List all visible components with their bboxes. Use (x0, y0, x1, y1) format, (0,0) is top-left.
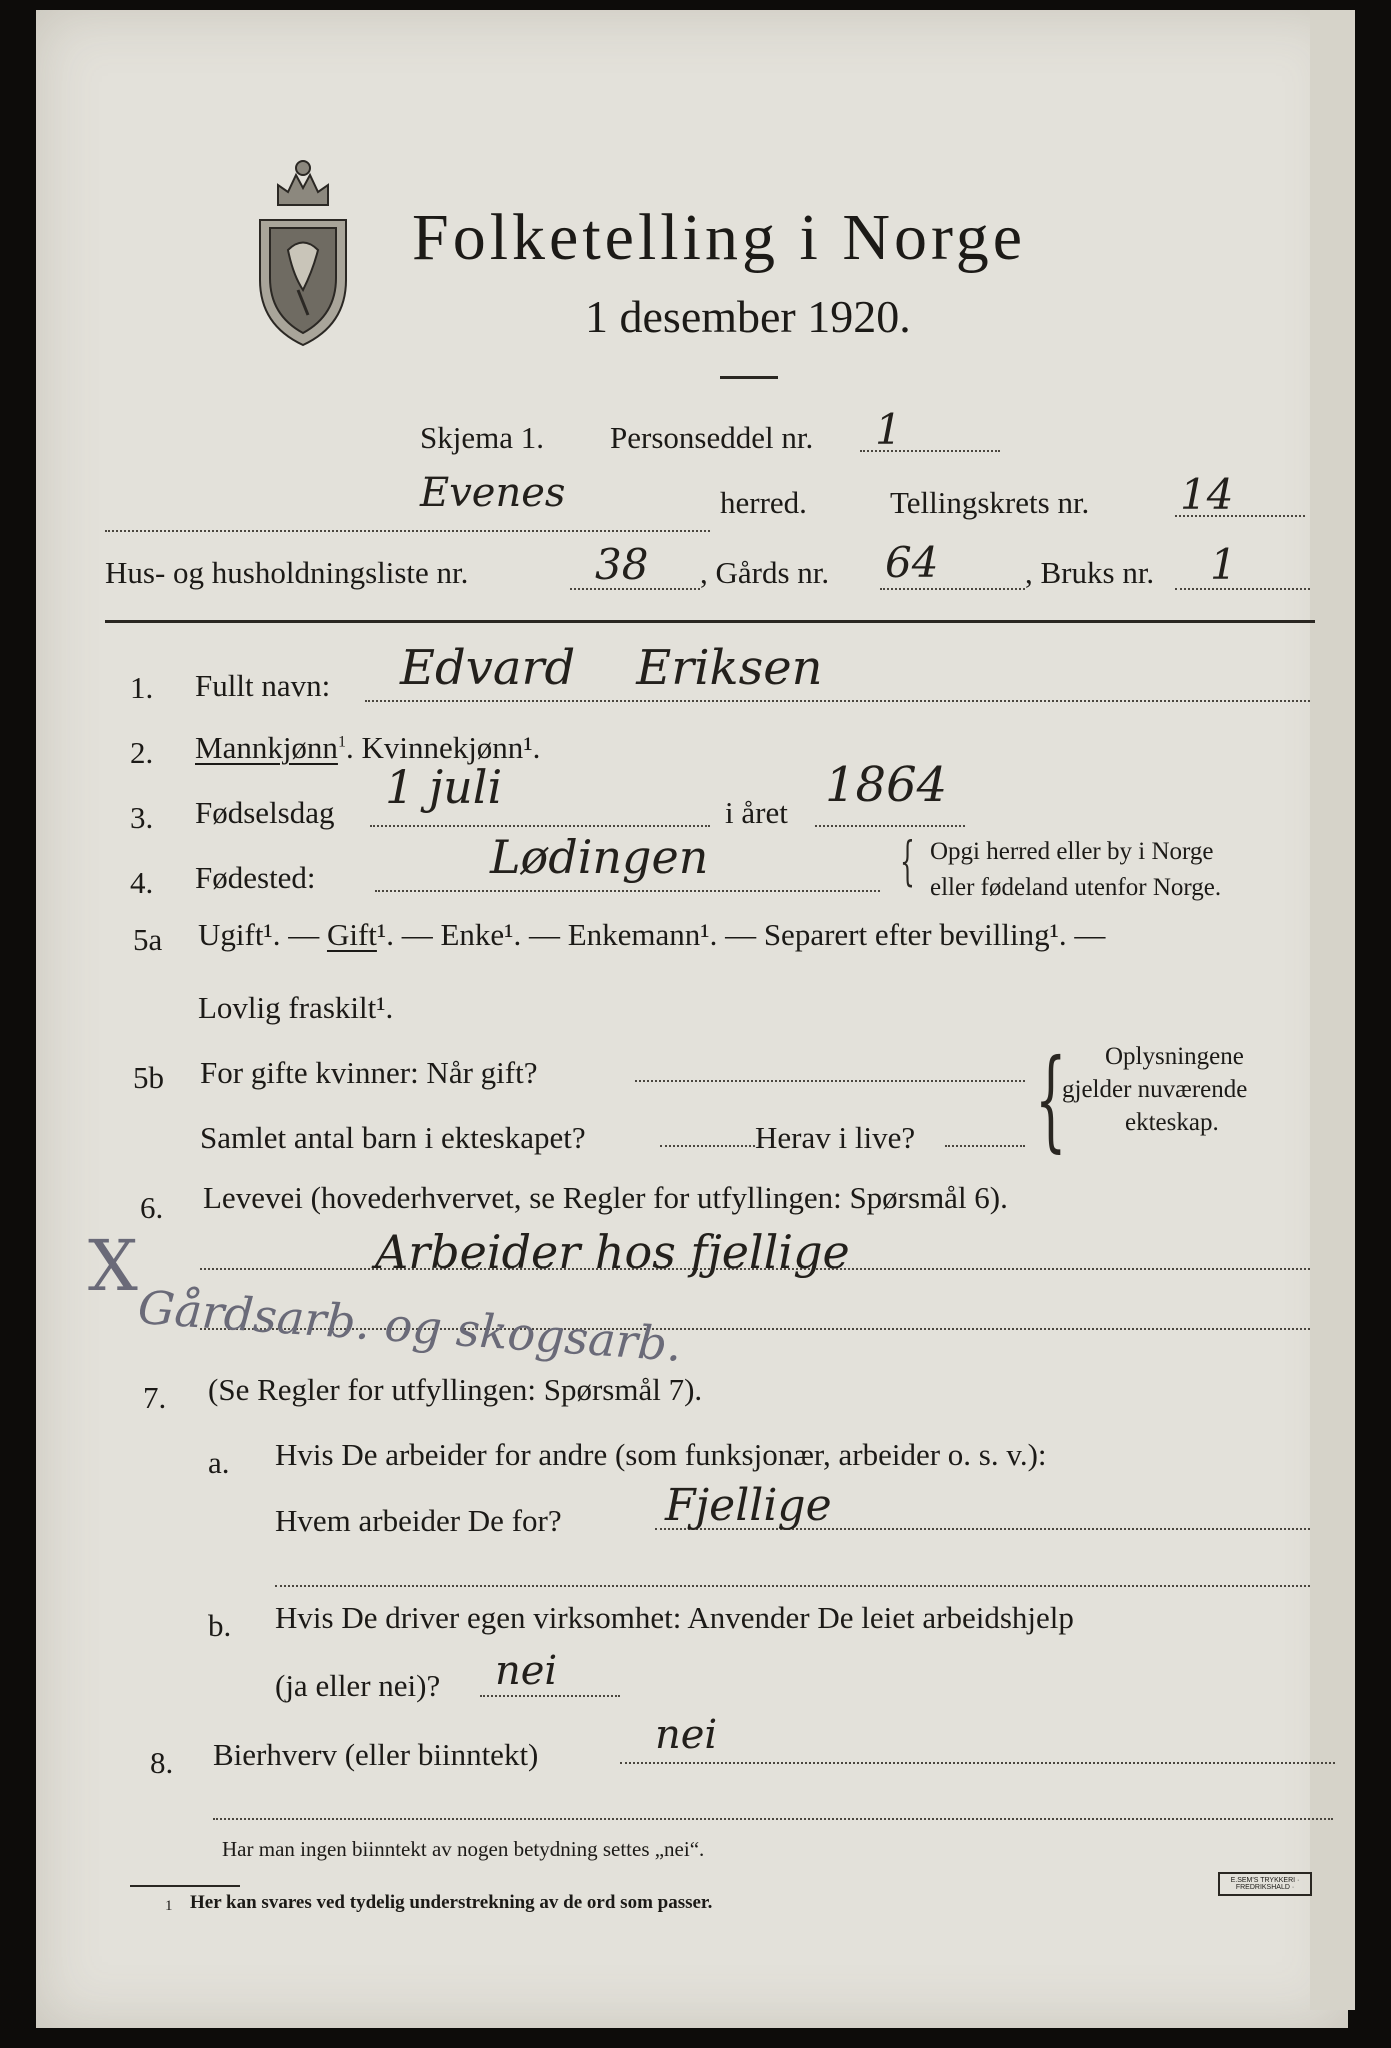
herred-value[interactable]: Evenes (420, 470, 566, 516)
q4-note-brace: { (900, 832, 915, 892)
husliste-label: Hus- og husholdningsliste nr. (105, 555, 469, 590)
gards-label: , Gårds nr. (700, 555, 830, 590)
q7b-value[interactable]: nei (495, 1648, 558, 1694)
tellingskrets-label: Tellingskrets nr. (890, 485, 1090, 520)
husliste-value[interactable]: 38 (595, 540, 649, 589)
q5b-barn-line (660, 1145, 755, 1147)
bruks-line (1175, 588, 1310, 590)
q8-line2 (213, 1818, 1333, 1820)
q5b-number: 5b (133, 1060, 164, 1095)
norway-coat-of-arms-icon (248, 150, 358, 350)
adjacent-page-strip (1310, 10, 1355, 2010)
q7b-label1: Hvis De driver egen virksomhet: Anvender De leiet arbeidshjelp (275, 1600, 1074, 1635)
q1-value[interactable]: Edvard Eriksen (400, 640, 823, 696)
schema-label: Skjema 1. (420, 420, 544, 455)
gards-value[interactable]: 64 (885, 538, 939, 587)
q6-label: Levevei (hovederhvervet, se Regler for utfyllingen: Spørsmål 6). (203, 1180, 1008, 1215)
footnote-divider (130, 1885, 240, 1887)
q7b-letter: b. (208, 1608, 232, 1643)
personseddel-value[interactable]: 1 (875, 405, 902, 454)
q5a-rest[interactable]: ¹. — Enke¹. — Enkemann¹. — Separert efter bevilling¹. — (376, 917, 1106, 952)
q5b-label2: Samlet antal barn i ekteskapet? (200, 1120, 586, 1155)
herred-line (105, 530, 710, 532)
q5b-note2: gjelder nuværende (1062, 1076, 1248, 1103)
bruks-label: , Bruks nr. (1025, 555, 1155, 590)
q2-male-option[interactable]: Mannkjønn (195, 730, 338, 765)
footnote-text: Her kan svares ved tydelig understrekning av de ord som passer. (190, 1892, 713, 1913)
q3-year-line (815, 825, 965, 827)
form-date: 1 desember 1920. (585, 291, 911, 342)
q7a-label1: Hvis De arbeider for andre (som funksjonær, arbeider o. s. v.): (275, 1437, 1047, 1472)
printer-stamp: E.SEM'S TRYKKERI · FREDRIKSHALD · (1218, 1872, 1312, 1896)
footnote-number: 1 (165, 1898, 173, 1914)
q5b-gift-line (635, 1080, 1025, 1082)
q3-number: 3. (130, 800, 154, 835)
q7a-letter: a. (208, 1445, 230, 1480)
q8-line (620, 1762, 1335, 1764)
q7-number: 7. (143, 1380, 167, 1415)
q7b-line (480, 1695, 620, 1697)
q2-dot: . (345, 730, 354, 765)
nei-note: Har man ingen biinntekt av nogen betydning settes „nei“. (222, 1837, 705, 1861)
q1-line (365, 700, 1310, 702)
q3-label: Fødselsdag (195, 795, 335, 830)
q8-label: Bierhverv (eller biinntekt) (213, 1737, 539, 1772)
q4-number: 4. (130, 865, 154, 900)
q2-number: 2. (130, 735, 154, 770)
q8-number: 8. (150, 1745, 174, 1780)
q1-label: Fullt navn: (195, 668, 331, 703)
q6-number: 6. (140, 1190, 164, 1225)
q7-label: (Se Regler for utfyllingen: Spørsmål 7). (208, 1372, 703, 1407)
q4-value[interactable]: Lødingen (490, 830, 709, 884)
q5b-note3: ekteskap. (1125, 1109, 1219, 1136)
q2-female-option[interactable]: Kvinnekjønn (361, 730, 524, 765)
tellingskrets-value[interactable]: 14 (1180, 470, 1234, 519)
q4-note-line2: eller fødeland utenfor Norge. (930, 874, 1222, 901)
q5a-ugift[interactable]: Ugift¹. — (198, 917, 327, 952)
q6-value1[interactable]: Arbeider hos fjellige (375, 1225, 850, 1279)
q4-note-line1: Opgi herred eller by i Norge (930, 838, 1214, 865)
q5b-note1: Oplysningene (1105, 1043, 1244, 1070)
bruks-value[interactable]: 1 (1210, 540, 1237, 589)
q5a-gift-option[interactable]: Gift (326, 917, 377, 952)
q1-number: 1. (130, 670, 154, 705)
q4-label: Fødested: (195, 860, 316, 895)
q5a-number: 5a (133, 922, 163, 957)
q6-value2[interactable]: Gårdsarb. og skogsarb. (136, 1280, 684, 1372)
q3-year-value[interactable]: 1864 (825, 757, 948, 813)
q5b-label1: For gifte kvinner: Når gift? (200, 1055, 538, 1090)
q5b-note-brace: { (1035, 1035, 1067, 1163)
q3-year-label: i året (725, 795, 788, 830)
q3-day-line (370, 825, 710, 827)
q5a-options (198, 917, 1105, 953)
q7a-line2 (275, 1585, 1310, 1587)
q5b-label3: Herav i live? (755, 1120, 916, 1155)
header-divider (105, 620, 1315, 623)
gards-line (880, 588, 1025, 590)
q7a-value[interactable]: Fjellige (665, 1480, 832, 1531)
personseddel-label: Personseddel nr. (610, 420, 814, 455)
q3-day-value[interactable]: 1 juli (385, 760, 503, 814)
q5b-live-line (945, 1145, 1025, 1147)
herred-label: herred. (720, 485, 807, 520)
q6-pencil-mark: X (88, 1225, 138, 1307)
q2-female-footnote: ¹. (523, 730, 541, 765)
q8-value[interactable]: nei (655, 1712, 718, 1758)
q5a-fraskilt[interactable]: Lovlig fraskilt¹. (198, 990, 394, 1025)
q7a-label2: Hvem arbeider De for? (275, 1503, 562, 1538)
q7b-label2: (ja eller nei)? (275, 1668, 441, 1703)
form-title: Folketelling i Norge (412, 201, 1027, 274)
q4-line (375, 890, 880, 892)
q2-male-footnote: 1 (337, 733, 346, 751)
title-divider (720, 376, 778, 379)
